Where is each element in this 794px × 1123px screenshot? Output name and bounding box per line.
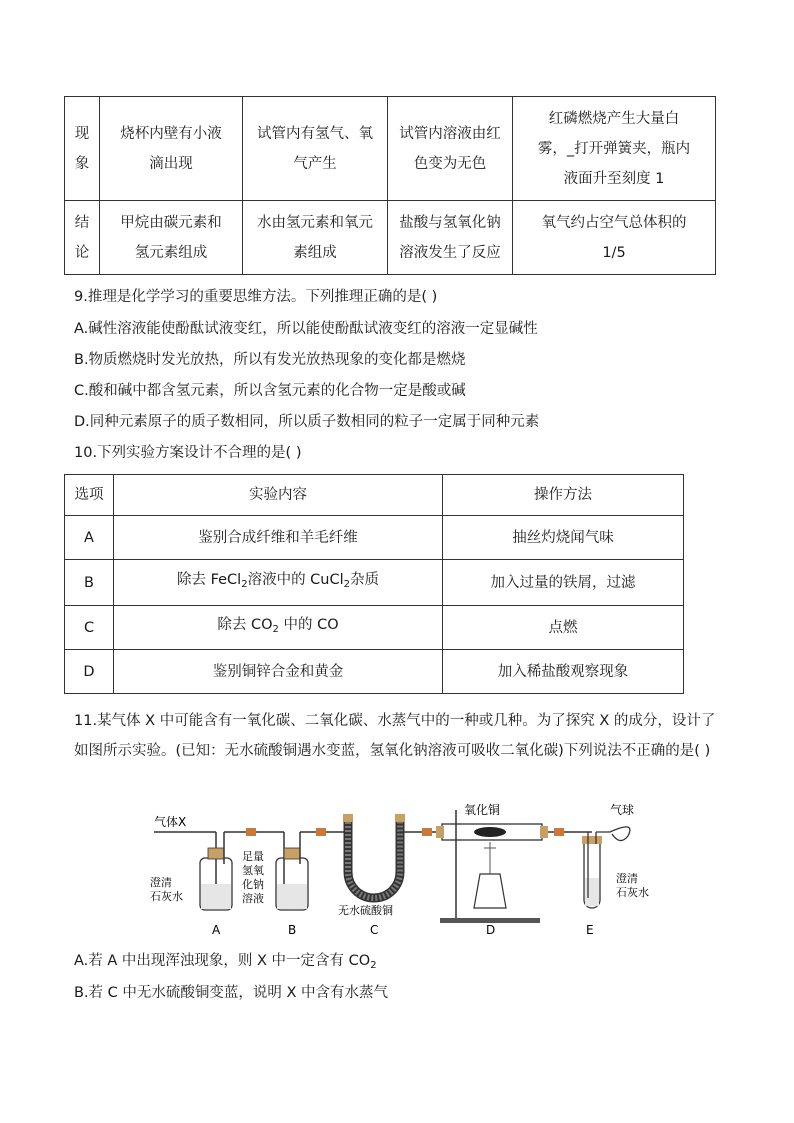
row-option: B [65,560,114,606]
label-b: B [288,923,297,937]
cell-line: 水由氢元素和氧元 [257,214,373,231]
header-option: 选项 [65,475,114,516]
cell-line: 素组成 [293,244,337,261]
heating-tube-d [436,810,548,923]
gas-x-label: 气体X [154,815,187,829]
row-content [114,606,443,650]
row-method: 抽丝灼烧闻气味 [443,516,684,560]
content-text: 中的 CO [278,617,339,633]
table-row [65,516,684,560]
label-a: A [212,923,221,937]
table-cell [243,97,388,201]
table-cell [243,201,388,275]
label-c: C [370,923,379,937]
connector [554,828,564,836]
row-content [114,516,443,560]
cell-line: 溶液发生了反应 [399,244,501,261]
subscript: 2 [343,579,351,590]
naoh-line1: 足量 [242,850,264,863]
cell-line: 氢元素组成 [134,244,208,261]
limewater-e-line1: 澄清 [616,872,638,885]
table-cell [388,201,513,275]
option-text: A.若 A 中出现浑浊现象，则 X 中一定含有 CO [74,953,371,969]
row-head-phenomenon [65,97,100,201]
cuso4-label: 无水硫酸铜 [338,904,393,917]
limewater-e-line2: 石灰水 [616,886,649,899]
q11-option-a[interactable] [74,950,377,977]
table-cell [100,201,243,275]
experiment-plan-table [64,474,684,694]
label-e: E [586,923,594,937]
table-cell [513,201,716,275]
content-text: 杂质 [350,572,380,588]
head-char: 现 [74,125,90,142]
naoh-line2: 氢氧 [242,864,264,877]
table-cell [388,97,513,201]
cell-line: 1/5 [602,244,626,261]
row-method: 加入稀盐酸观察现象 [443,650,684,694]
cell-line: 气产生 [293,155,337,172]
header-content: 实验内容 [114,475,443,516]
table-row-phenomenon [65,97,716,201]
content-text: 除去 CO [217,617,273,633]
row-head-conclusion [65,201,100,275]
cell-line: 雾，_打开弹簧夹，瓶内 [537,140,691,157]
row-option: C [65,606,114,650]
balloon-label: 气球 [610,803,635,817]
q10-stem: 10.下列实验方案设计不合理的是( ) [74,445,302,461]
cell-line: 盐酸与氢氧化钠 [399,214,501,231]
table-row-conclusion [65,201,716,275]
cell-line: 甲烷由碳元素和 [120,214,222,231]
content-text: 除去 FeCl [176,572,242,588]
cell-line: 滴出现 [149,155,193,172]
row-option: A [65,516,114,560]
q11-stem: 11.某气体 X 中可能含有一氧化碳、二氧化碳、水蒸气中的一种或几种。为了探究 X 的成分，设计了如图所示实验。(已知：无水硫酸铜遇水变蓝，氢氧化钠溶液可吸收二氧化碳)下列说法不正确的是( ) [74,713,716,759]
cell-line: 液面升至刻度 1 [563,170,665,187]
cell-line: 氧气约占空气总体积的 [541,214,687,231]
limewater-a-line1: 澄清 [150,876,172,889]
header-method: 操作方法 [443,475,684,516]
head-char: 结 [74,214,90,231]
head-char: 象 [74,155,90,172]
cell-line: 试管内溶液由红 [399,125,501,142]
row-content [114,560,443,606]
limewater-a-line2: 石灰水 [150,890,183,903]
u-tube-c [343,814,405,898]
q9-option-d[interactable]: D.同种元素原子的质子数相同，所以质子数相同的粒子一定属于同种元素 [74,414,540,430]
row-method: 点燃 [443,606,684,650]
naoh-line3: 化钠 [242,878,264,891]
bottle-b [276,832,308,910]
table-row [65,650,684,694]
table-cell [513,97,716,201]
q9-option-b[interactable]: B.物质燃烧时发光放热，所以有发光放热现象的变化都是燃烧 [74,352,466,368]
head-char: 论 [74,244,90,261]
table-row [65,606,684,650]
q11-option-b[interactable]: B.若 C 中无水硫酸铜变蓝，说明 X 中含有水蒸气 [74,985,389,1001]
cell-line: 烧杯内壁有小液 [120,125,222,142]
row-content: 鉴别铜锌合金和黄金 [114,650,443,694]
table-cell [100,97,243,201]
content-text: 鉴别合成纤维和羊毛纤维 [198,529,358,546]
content-text: 溶液中的 CuCl [247,572,344,588]
label-d: D [486,923,496,937]
q9-option-a[interactable]: A.碱性溶液能使酚酞试液变红，所以能使酚酞试液变红的溶液一定显碱性 [74,321,538,337]
connector [246,828,256,836]
subscript: 2 [272,624,279,635]
naoh-line4: 溶液 [242,892,264,905]
table-row [65,560,684,606]
cell-line: 红磷燃烧产生大量白 [548,110,680,127]
experiment-result-table [64,96,716,275]
table-header-row [65,475,684,516]
connector [316,828,326,836]
cuo-label: 氧化铜 [464,803,501,817]
cell-line: 色变为无色 [413,155,487,172]
row-method: 加入过量的铁屑，过滤 [443,560,684,606]
q9-stem: 9.推理是化学学习的重要思维方法。下列推理正确的是( ) [74,289,438,305]
subscript: 2 [241,579,248,590]
q9-option-c[interactable]: C.酸和碱中都含氢元素，所以含氢元素的化合物一定是酸或碱 [74,383,466,399]
connector [422,828,432,836]
cell-line: 试管内有氢气、氧 [257,125,373,142]
row-option: D [65,650,114,694]
subscript: 2 [370,960,377,971]
apparatus-figure [150,800,660,940]
